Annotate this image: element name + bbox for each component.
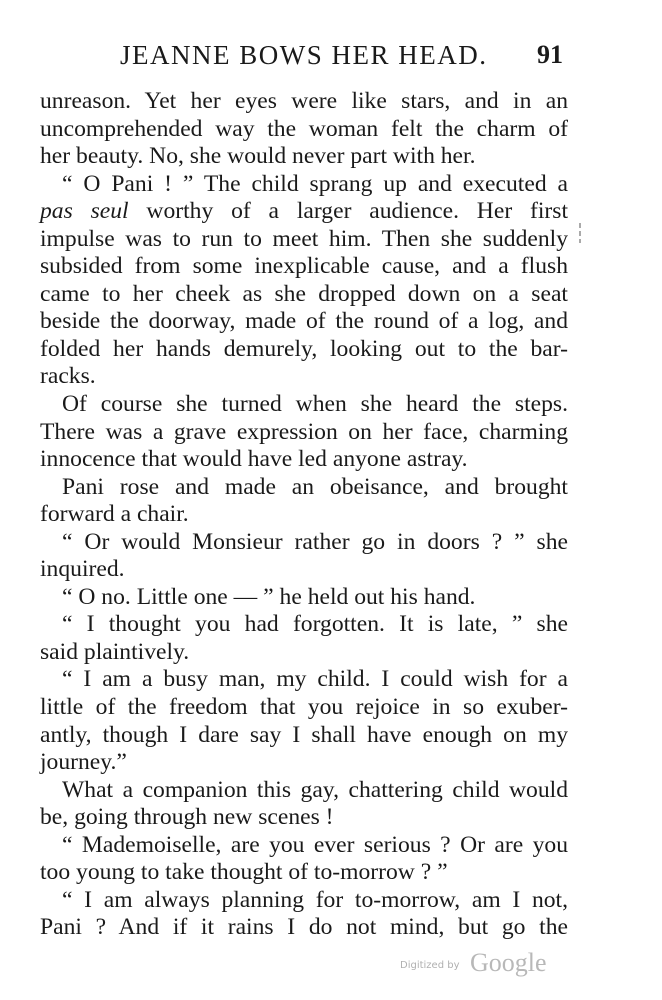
text-line: “ Or would Monsieur rather go in doors ? ” she bbox=[62, 528, 568, 555]
text-line: “ I am a busy man, my child. I could wish for a bbox=[62, 666, 568, 693]
margin-mark-icon bbox=[577, 222, 583, 244]
text-line: journey.” bbox=[40, 749, 127, 776]
google-watermark bbox=[400, 948, 560, 978]
text-line: forward a chair. bbox=[40, 501, 189, 528]
text-line: beside the doorway, made of the round of a log, and bbox=[40, 308, 568, 335]
running-title: JEANNE BOWS HER HEAD. bbox=[120, 40, 488, 70]
text-line: antly, though I dare say I shall have enough on my bbox=[40, 721, 568, 748]
text-line: “ O Pani ! ” The child sprang up and executed a bbox=[62, 170, 568, 197]
text-line: too young to take thought of to-morrow ? ” bbox=[40, 859, 448, 886]
text-line: came to her cheek as she dropped down on a seat bbox=[40, 280, 568, 307]
google-logo: Google bbox=[470, 948, 547, 977]
text-line: inquired. bbox=[40, 556, 125, 583]
text-line: uncomprehended way the woman felt the charm of bbox=[40, 115, 568, 142]
text-line: be, going through new scenes ! bbox=[40, 804, 334, 831]
text-line: “ I am always planning for to-morrow, am I not, bbox=[62, 886, 568, 913]
text-line: Pani rose and made an obeisance, and brought bbox=[62, 473, 568, 500]
text-line: impulse was to run to meet him. Then she suddenly bbox=[40, 225, 568, 252]
text-line: Pani ? And if it rains I do not mind, but go the bbox=[40, 914, 568, 941]
text-line: unreason. Yet her eyes were like stars, and in an bbox=[40, 88, 568, 114]
page-header bbox=[0, 40, 662, 80]
text-line: her beauty. No, she would never part with her. bbox=[40, 143, 476, 170]
text-line: pas seul worthy of a larger audience. Her first bbox=[40, 198, 568, 225]
text-line: innocence that would have led anyone astray. bbox=[40, 446, 468, 473]
body-text bbox=[40, 88, 568, 942]
text-line: little of the freedom that you rejoice in so exuber- bbox=[40, 694, 568, 721]
page-number: 91 bbox=[537, 40, 563, 69]
text-line: “ I thought you had forgotten. It is late, ” she bbox=[62, 611, 568, 638]
text-line: “ O no. Little one — ” he held out his hand. bbox=[62, 583, 476, 610]
digitized-by-label: Digitized by bbox=[400, 960, 460, 971]
text-line: folded her hands demurely, looking out to the bar- bbox=[40, 335, 568, 362]
text-line: subsided from some inexplicable cause, and a flush bbox=[40, 253, 568, 280]
italic-phrase: pas seul bbox=[40, 198, 129, 225]
text-line: said plaintively. bbox=[40, 638, 190, 665]
text-line: racks. bbox=[40, 363, 96, 390]
text-line: What a companion this gay, chattering child would bbox=[62, 776, 568, 803]
text-line: “ Mademoiselle, are you ever serious ? Or are you bbox=[62, 831, 568, 858]
text-line: Of course she turned when she heard the steps. bbox=[62, 391, 568, 418]
text-line: There was a grave expression on her face, charming bbox=[40, 418, 568, 445]
